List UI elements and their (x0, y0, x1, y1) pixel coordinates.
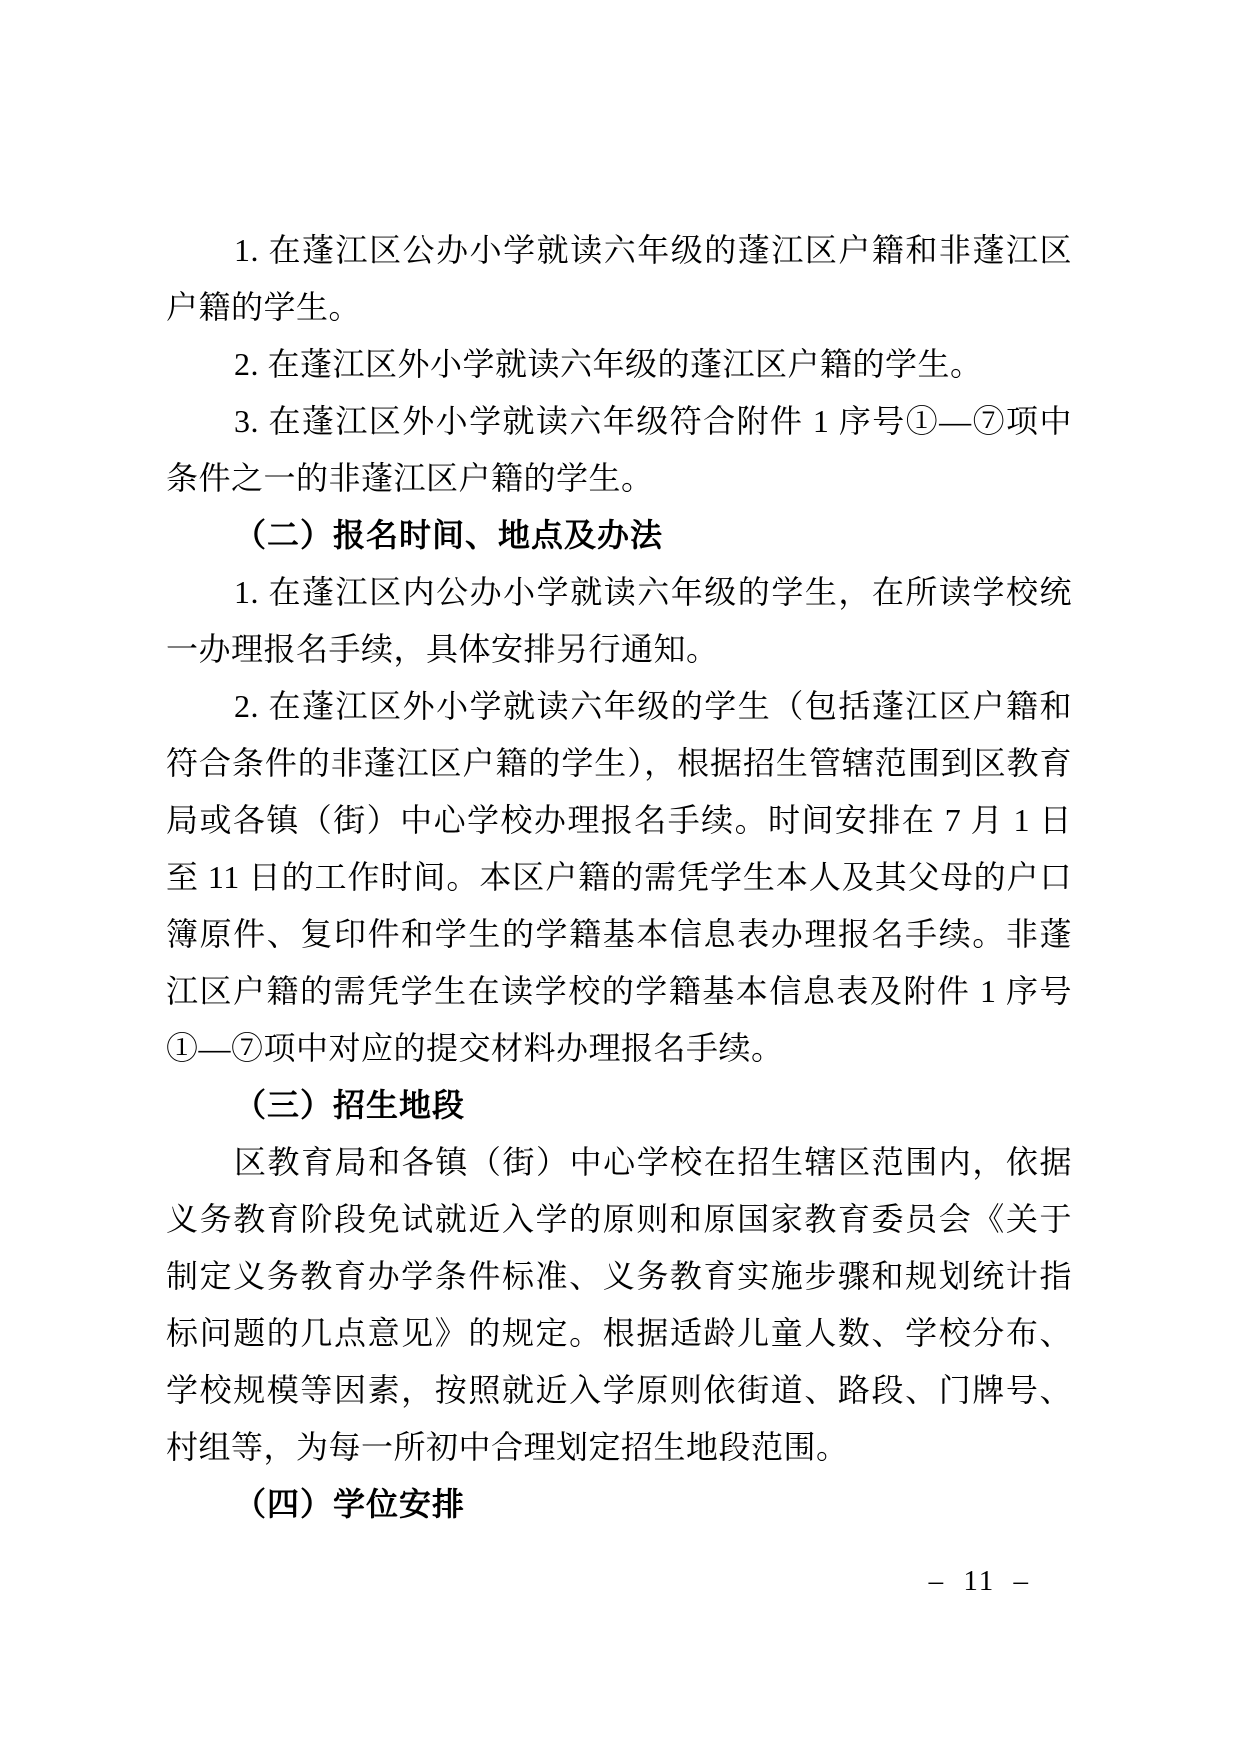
document-line: 2. 在蓬江区外小学就读六年级的蓬江区户籍的学生。 (234, 346, 983, 382)
document-text-block (166, 222, 1072, 1533)
document-line: 江区户籍的需凭学生在读学校的学籍基本信息表及附件 1 序号 (166, 973, 1072, 1009)
document-line: 2. 在蓬江区外小学就读六年级的学生（包括蓬江区户籍和 (234, 688, 1072, 724)
document-line: 3. 在蓬江区外小学就读六年级符合附件 1 序号①—⑦项中 (234, 403, 1072, 439)
document-line: 簿原件、复印件和学生的学籍基本信息表办理报名手续。非蓬 (166, 916, 1072, 952)
document-line: 1. 在蓬江区内公办小学就读六年级的学生，在所读学校统 (234, 574, 1072, 610)
document-line: 学校规模等因素，按照就近入学原则依街道、路段、门牌号、 (166, 1372, 1072, 1408)
document-line: 至 11 日的工作时间。本区户籍的需凭学生本人及其父母的户口 (166, 859, 1072, 895)
document-line: 符合条件的非蓬江区户籍的学生），根据招生管辖范围到区教育 (166, 745, 1072, 781)
document-line: 制定义务教育办学条件标准、义务教育实施步骤和规划统计指 (166, 1258, 1072, 1294)
section-heading-2: （二）报名时间、地点及办法 (234, 517, 664, 553)
document-line: 局或各镇（街）中心学校办理报名手续。时间安排在 7 月 1 日 (166, 802, 1072, 838)
document-line: 1. 在蓬江区公办小学就读六年级的蓬江区户籍和非蓬江区 (234, 232, 1072, 268)
section-heading-4: （四）学位安排 (234, 1486, 466, 1522)
document-line: 区教育局和各镇（街）中心学校在招生辖区范围内，依据 (234, 1144, 1072, 1180)
page-number: – 11 – (928, 1565, 1030, 1597)
document-line: 标问题的几点意见》的规定。根据适龄儿童人数、学校分布、 (166, 1315, 1072, 1351)
section-heading-3: （三）招生地段 (234, 1087, 466, 1123)
document-line: 户籍的学生。 (166, 289, 362, 325)
document-line: ①—⑦项中对应的提交材料办理报名手续。 (166, 1030, 784, 1066)
document-line: 一办理报名手续，具体安排另行通知。 (166, 631, 719, 667)
document-line: 义务教育阶段免试就近入学的原则和原国家教育委员会《关于 (166, 1201, 1072, 1237)
document-line: 条件之一的非蓬江区户籍的学生。 (166, 460, 654, 496)
document-line: 村组等，为每一所初中合理划定招生地段范围。 (166, 1429, 849, 1465)
